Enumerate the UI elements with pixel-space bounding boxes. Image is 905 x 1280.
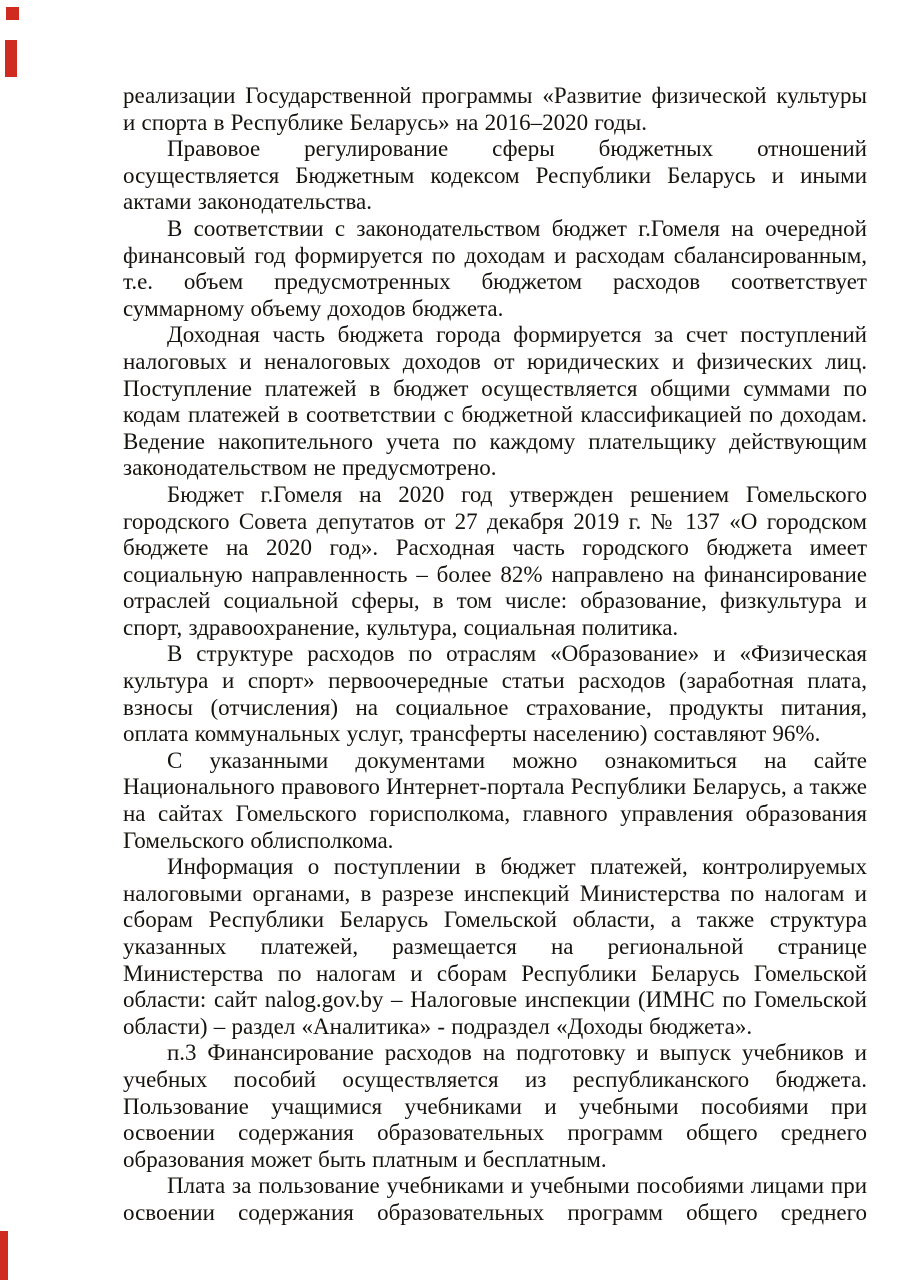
red-scan-mark-top-corner	[6, 7, 19, 20]
paragraph-budget-2020-decision: Бюджет г.Гомеля на 2020 год утвержден решением Гомельского городского Совета депутатов от 27 декабря 2019 г. № 137 «О городском бюджете на 2020 год». Расходная часть городского бюджета имеет социальную направленность – более 82% направлено на финансирование отраслей социальной сферы, в том числе: образование, физкультура и спорт, здравоохранение, культура, социальная политика.	[123, 481, 867, 640]
paragraph-documents-websites: С указанными документами можно ознакомиться на сайте Национального правового Интернет-портала Республики Беларусь, а также на сайтах Гомельского горисполкома, главного управления образования Гомельского облисполкома.	[123, 747, 867, 853]
paragraph-textbooks-financing: п.3 Финансирование расходов на подготовку и выпуск учебников и учебных пособий осуществляется из республиканского бюджета. Пользование учащимися учебниками и учебными пособиями при освоении содержания образовательных программ общего среднего образования может быть платным и бесплатным.	[123, 1040, 867, 1172]
paragraph-budget-balance: В соответствии с законодательством бюджет г.Гомеля на очередной финансовый год формируется по доходам и расходам сбалансированным, т.е. объем предусмотренных бюджетом расходов соответствует суммарному объему доходов бюджета.	[123, 215, 867, 321]
paragraph-tax-info: Информация о поступлении в бюджет платежей, контролируемых налоговыми органами, в разрезе инспекций Министерства по налогам и сборам Республики Беларусь Гомельской области, а также структура указанных платежей, размещается на региональной странице Министерства по налогам и сборам Республики Беларусь Гомельской области: сайт nalog.gov.by – Налоговые инспекции (ИМНС по Гомельской области) – раздел «Аналитика» - подраздел «Доходы бюджета».	[123, 854, 867, 1039]
paragraph-textbooks-fee-cutoff: Плата за пользование учебниками и учебными пособиями лицами при освоении содержания образовательных программ общего среднего	[123, 1173, 867, 1225]
red-scan-mark-left-edge	[5, 40, 17, 77]
paragraph-expense-structure: В структуре расходов по отраслям «Образование» и «Физическая культура и спорт» первоочередные статьи расходов (заработная плата, взносы (отчисления) на социальное страхование, продукты питания, оплата коммунальных услуг, трансферты населению) составляют 96%.	[123, 641, 867, 747]
red-scan-mark-bottom-left	[0, 1231, 8, 1280]
paragraph-legal-regulation: Правовое регулирование сферы бюджетных отношений осуществляется Бюджетным кодексом Республики Беларусь и иными актами законодательства.	[123, 136, 867, 215]
paragraph-continuation: реализации Государственной программы «Развитие физической культуры и спорта в Республике Беларусь» на 2016–2020 годы.	[123, 83, 867, 135]
document-text-block	[123, 83, 867, 1227]
paragraph-budget-income: Доходная часть бюджета города формируется за счет поступлений налоговых и неналоговых доходов от юридических и физических лиц. Поступление платежей в бюджет осуществляется общими суммами по кодам платежей в соответствии с бюджетной классификацией по доходам. Ведение накопительного учета по каждому плательщику действующим законодательством не предусмотрено.	[123, 322, 867, 481]
